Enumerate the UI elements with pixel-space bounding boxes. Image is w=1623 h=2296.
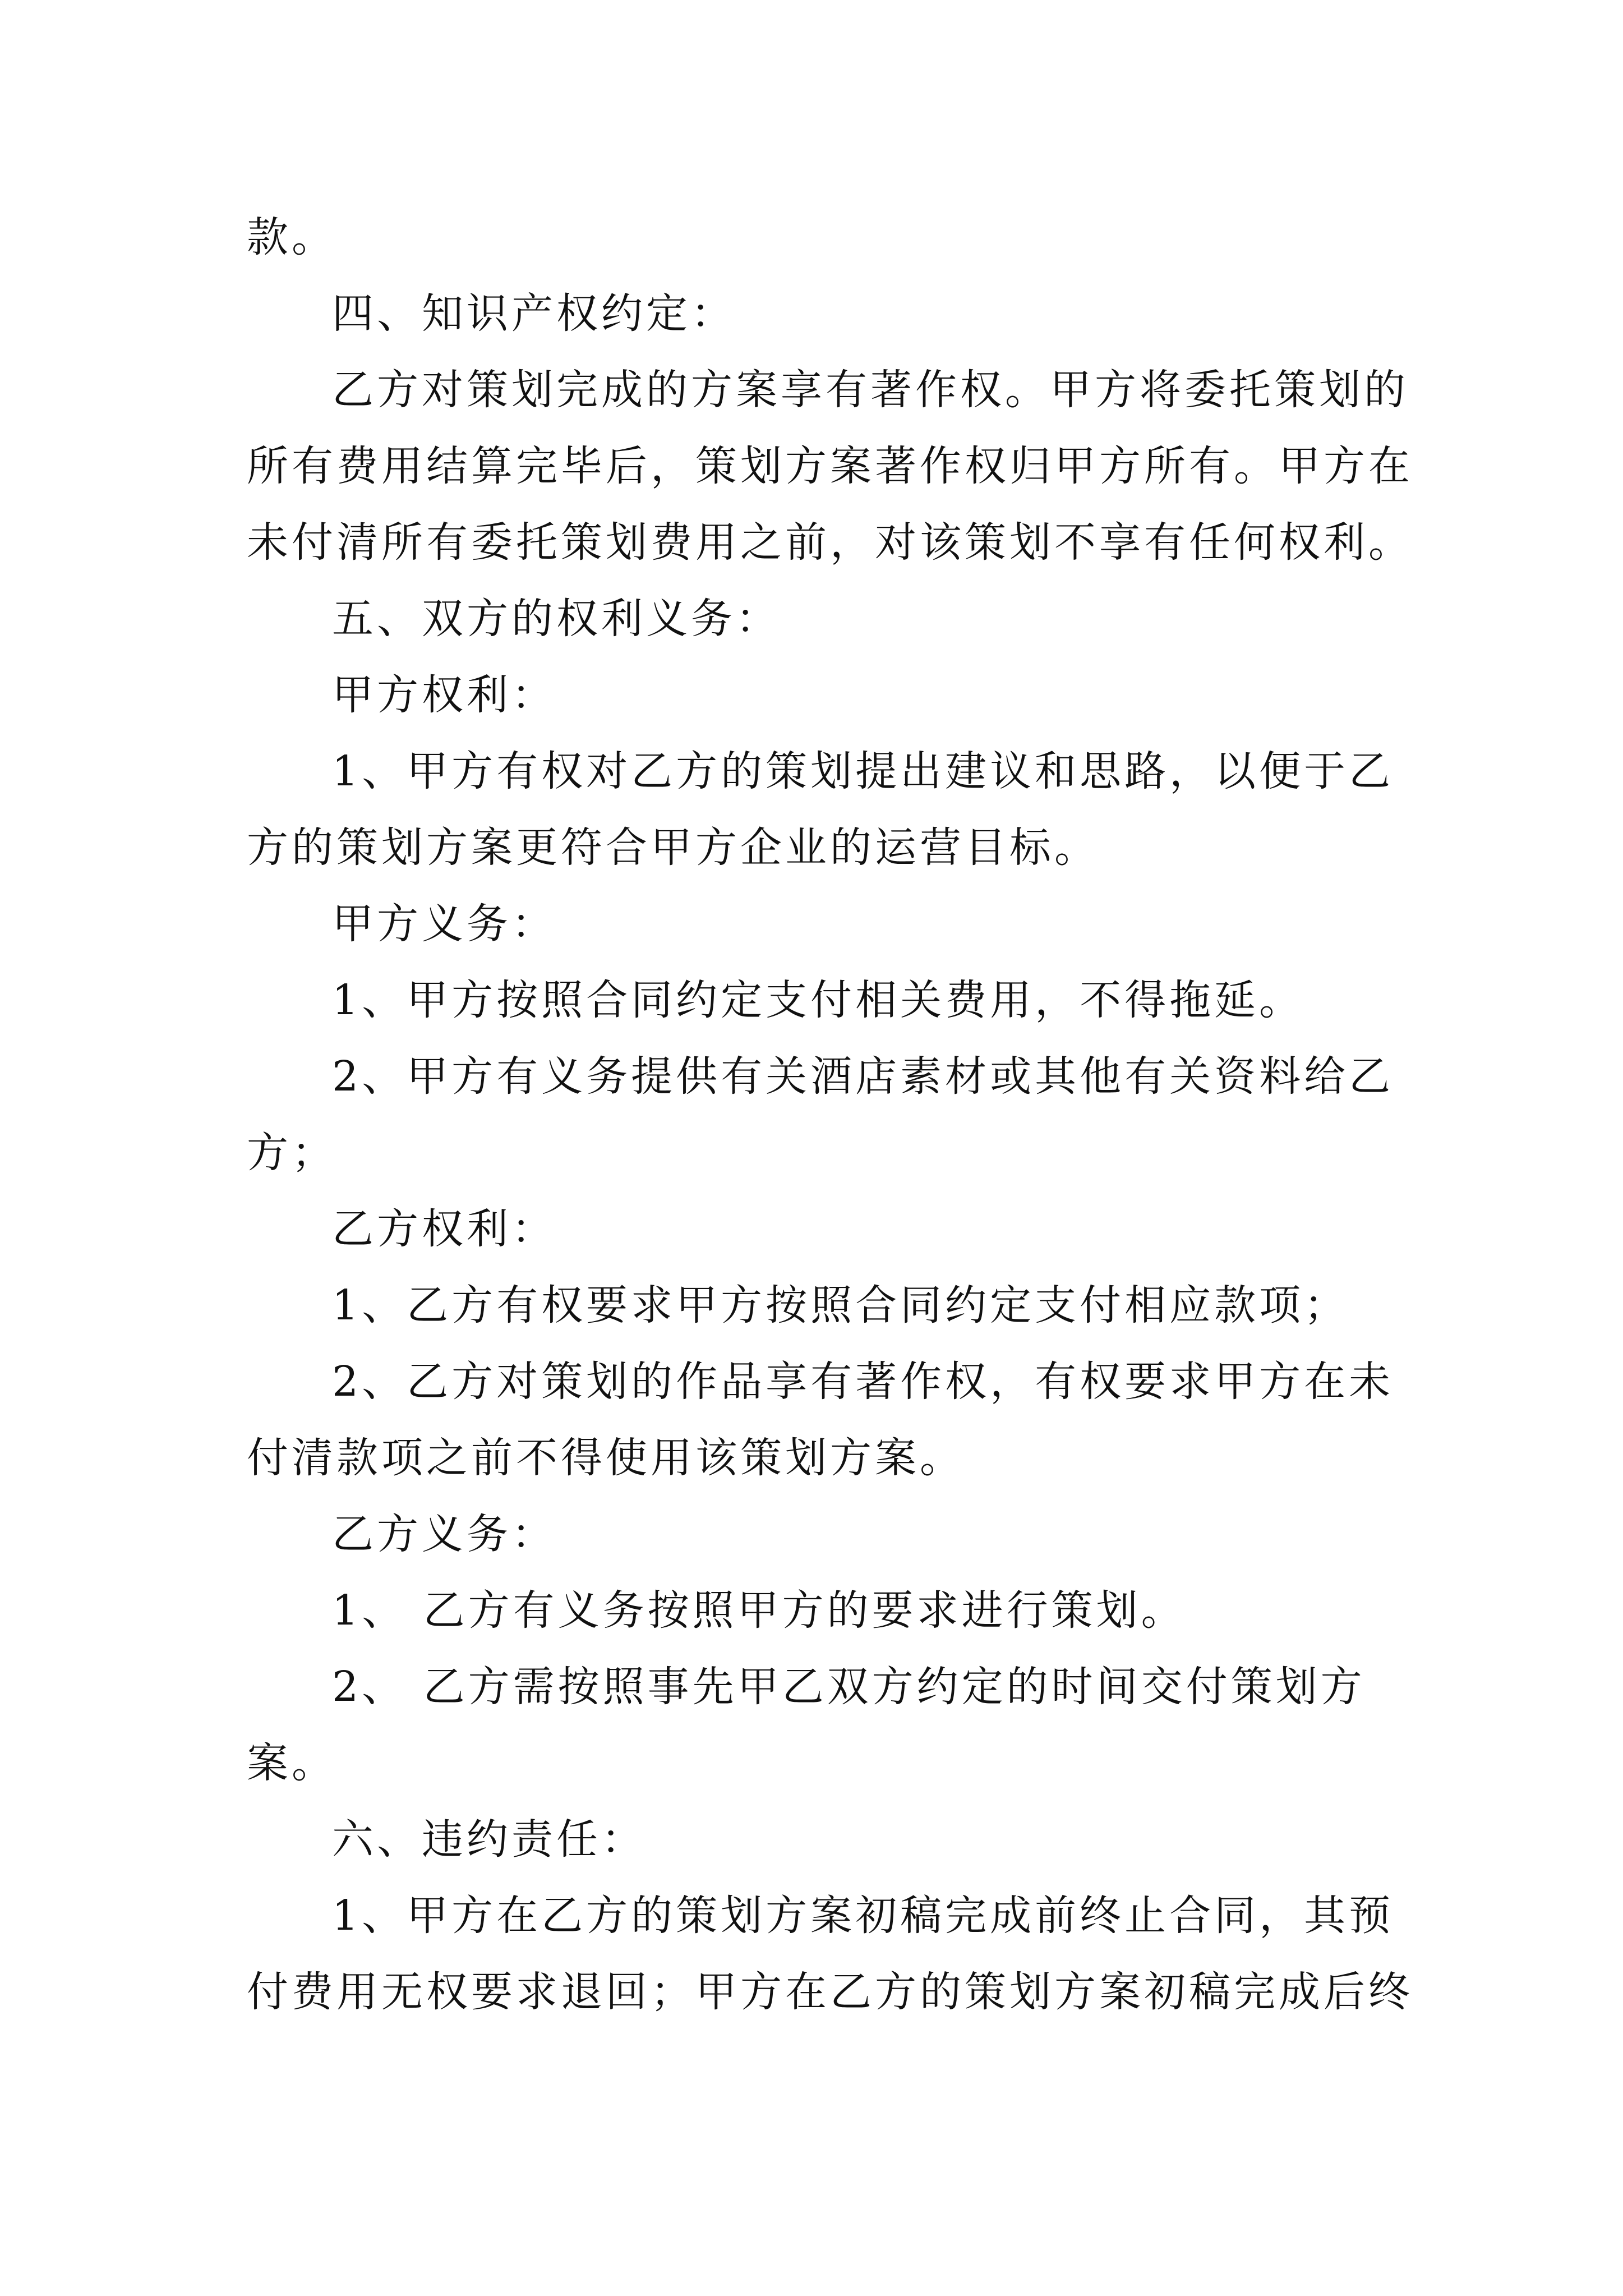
subheading: 乙方权利： xyxy=(332,1205,556,1253)
subheading: 甲方义务： xyxy=(332,900,556,948)
text-line: 1、甲方按照合同约定支付相关费用，不得拖延。 xyxy=(332,976,1304,1024)
section-heading: 五、双方的权利义务： xyxy=(332,595,781,643)
subheading: 乙方义务： xyxy=(332,1510,556,1558)
document-body xyxy=(247,199,1413,2030)
text-line: 2、甲方有义务提供有关酒店素材或其他有关资料给乙 xyxy=(332,1052,1394,1101)
text-line: 案。 xyxy=(247,1739,336,1787)
text-line: 1、 乙方有义务按照甲方的要求进行策划。 xyxy=(332,1586,1186,1635)
text-line: 1、甲方在乙方的策划方案初稿完成前终止合同，其预 xyxy=(332,1892,1394,1940)
text-line: 款。 xyxy=(247,213,336,261)
text-line: 2、 乙方需按照事先甲乙双方约定的时间交付策划方 xyxy=(332,1663,1366,1711)
section-heading: 六、违约责任： xyxy=(332,1815,646,1864)
text-line: 方； xyxy=(247,1129,336,1177)
text-line: 付费用无权要求退回；甲方在乙方的策划方案初稿完成后终 xyxy=(247,1968,1413,2016)
text-line: 乙方对策划完成的方案享有著作权。甲方将委托策划的 xyxy=(332,366,1409,414)
text-line: 未付清所有委托策划费用之前，对该策划不享有任何权利。 xyxy=(247,518,1413,567)
text-line: 2、乙方对策划的作品享有著作权，有权要求甲方在未 xyxy=(332,1358,1394,1406)
text-line: 付清款项之前不得使用该策划方案。 xyxy=(247,1434,965,1482)
subheading: 甲方权利： xyxy=(332,671,556,719)
text-line: 1、乙方有权要求甲方按照合同约定支付相应款项； xyxy=(332,1281,1349,1329)
text-line: 所有费用结算完毕后，策划方案著作权归甲方所有。甲方在 xyxy=(247,442,1413,490)
section-heading: 四、知识产权约定： xyxy=(332,289,736,338)
text-line: 方的策划方案更符合甲方企业的运营目标。 xyxy=(247,823,1099,872)
text-line: 1、甲方有权对乙方的策划提出建议和思路，以便于乙 xyxy=(332,747,1394,795)
